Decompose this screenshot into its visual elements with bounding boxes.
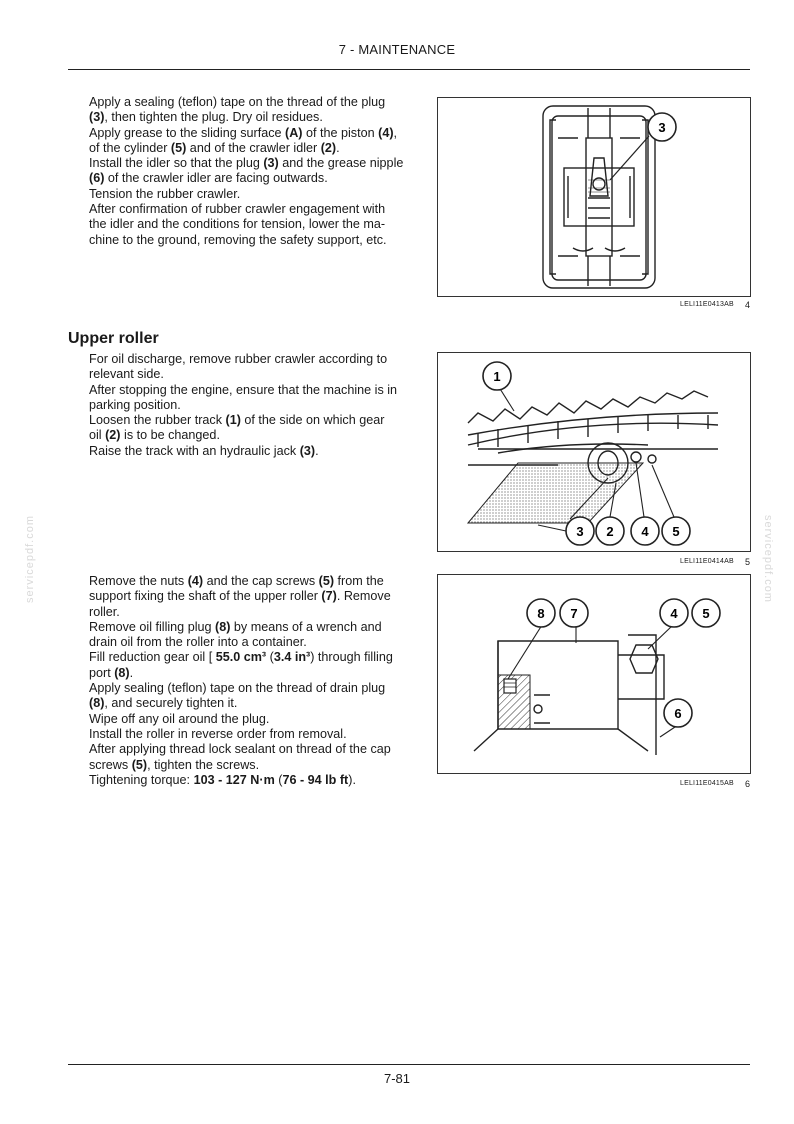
bold-reference: 3.4 in³ <box>273 650 311 665</box>
text-line: Install the idler so that the plug (3) and the grease nipple <box>89 156 404 171</box>
track-illustration <box>438 353 750 551</box>
text-line: Remove the nuts (4) and the cap screws (5) from the <box>89 574 384 588</box>
text-line: of the cylinder (5) and of the crawler idler (2). <box>89 140 340 155</box>
bold-reference: (4) <box>378 125 394 140</box>
figure-5-caption: LELI11E0414AB <box>680 558 734 565</box>
callout-label: 8 <box>537 606 545 621</box>
bold-reference: (5) <box>131 757 148 772</box>
text-line: port (8). <box>89 665 134 680</box>
text-line: Apply sealing (teflon) tape on the thread of drain plug <box>89 681 386 696</box>
bold-reference: (5) <box>170 140 187 155</box>
figure-5-number: 5 <box>745 557 751 567</box>
bold-reference: (2) <box>320 140 337 155</box>
bold-reference: (A) <box>285 125 303 140</box>
figure-5-track-diagram <box>437 352 751 552</box>
text-line: Apply grease to the sliding surface (A) of the piston (4), <box>89 125 398 140</box>
text-line: Loosen the rubber track (1) of the side on which gear <box>89 413 385 428</box>
callout-label: 5 <box>672 524 680 539</box>
page-header-title: 7 - MAINTENANCE <box>338 42 456 57</box>
callout-label: 3 <box>576 524 584 539</box>
bold-reference: (1) <box>225 413 241 428</box>
text-line: Install the roller in reverse order from removal. <box>89 726 347 741</box>
text-line: oil (2) is to be changed. <box>89 428 220 443</box>
bold-reference: (8) <box>215 619 231 634</box>
bold-reference: 55.0 cm³ <box>215 650 267 665</box>
text-line: Raise the track with an hydraulic jack (3). <box>89 443 319 458</box>
bold-reference: (5) <box>318 574 335 588</box>
bold-reference: (2) <box>105 428 121 443</box>
callout-label: 5 <box>702 606 710 621</box>
text-line: relevant side. <box>89 367 164 382</box>
text-line: Remove oil filling plug (8) by means of a wrench and <box>89 619 382 634</box>
section2-text <box>89 352 409 459</box>
text-line: Fill reduction gear oil [ 55.0 cm³ (3.4 in³) through filling <box>89 650 393 665</box>
watermark-left: servicepdf.com <box>24 515 36 603</box>
text-line: roller. <box>89 604 120 619</box>
text-line: Wipe off any oil around the plug. <box>89 711 270 726</box>
page-number: 7-81 <box>383 1071 411 1086</box>
callout-label: 4 <box>641 524 649 539</box>
figure-4-number: 4 <box>745 300 751 310</box>
text-line: drain oil from the roller into a container. <box>89 635 307 650</box>
watermark-right: servicepdf.com <box>762 515 774 603</box>
figure-6-roller-diagram <box>437 574 751 774</box>
text-line: chine to the ground, removing the safety support, etc. <box>89 232 387 247</box>
section-heading-upper-roller: Upper roller <box>68 330 159 347</box>
bold-reference: (4) <box>187 574 204 588</box>
text-line: Tightening torque: 103 - 127 N·m (76 - 94 lb ft). <box>89 772 356 787</box>
bold-reference: (6) <box>89 171 105 186</box>
callout-label: 6 <box>674 706 682 721</box>
figure-4-idler-diagram <box>437 97 751 297</box>
bold-reference: (3) <box>263 156 279 171</box>
text-line: the idler and the conditions for tension, lower the ma- <box>89 217 386 232</box>
bold-reference: (3) <box>299 443 316 458</box>
idler-illustration <box>438 98 750 296</box>
text-line: screws (5), tighten the screws. <box>89 757 260 772</box>
section3-text <box>89 574 409 788</box>
callout-label: 4 <box>670 606 678 621</box>
text-line: After confirmation of rubber crawler engagement with <box>89 202 386 217</box>
text-line: After stopping the engine, ensure that the machine is in <box>89 382 398 397</box>
text-line: (8), and securely tighten it. <box>89 696 238 711</box>
figure-6-number: 6 <box>745 779 751 789</box>
callout-label: 2 <box>606 524 614 539</box>
bold-reference: (7) <box>321 589 337 604</box>
text-line: For oil discharge, remove rubber crawler according to <box>89 352 388 366</box>
bold-reference: 76 - 94 lb ft <box>282 772 349 787</box>
bold-reference: (8) <box>89 696 105 711</box>
callout-label: 1 <box>493 369 501 384</box>
text-line: (3), then tighten the plug. Dry oil residues. <box>89 110 323 125</box>
callout-label: 3 <box>658 120 666 135</box>
bold-reference: (3) <box>89 110 105 125</box>
callout-label: 7 <box>570 606 578 621</box>
text-line: support fixing the shaft of the upper roller (7). Remove <box>89 589 391 604</box>
roller-illustration <box>438 575 750 773</box>
bold-reference: 103 - 127 N·m <box>193 772 275 787</box>
text-line: After applying thread lock sealant on thread of the cap <box>89 742 391 757</box>
text-line: (6) of the crawler idler are facing outwards. <box>89 171 328 186</box>
footer-rule <box>68 1064 750 1065</box>
figure-6-caption: LELI11E0415AB <box>680 780 734 787</box>
section1-text <box>89 95 409 248</box>
text-line: Apply a sealing (teflon) tape on the thread of the plug <box>89 95 386 109</box>
header-rule <box>68 69 750 70</box>
figure-4-caption: LELI11E0413AB <box>680 301 734 308</box>
text-line: Tension the rubber crawler. <box>89 186 241 201</box>
bold-reference: (8) <box>114 665 130 680</box>
text-line: parking position. <box>89 397 181 412</box>
